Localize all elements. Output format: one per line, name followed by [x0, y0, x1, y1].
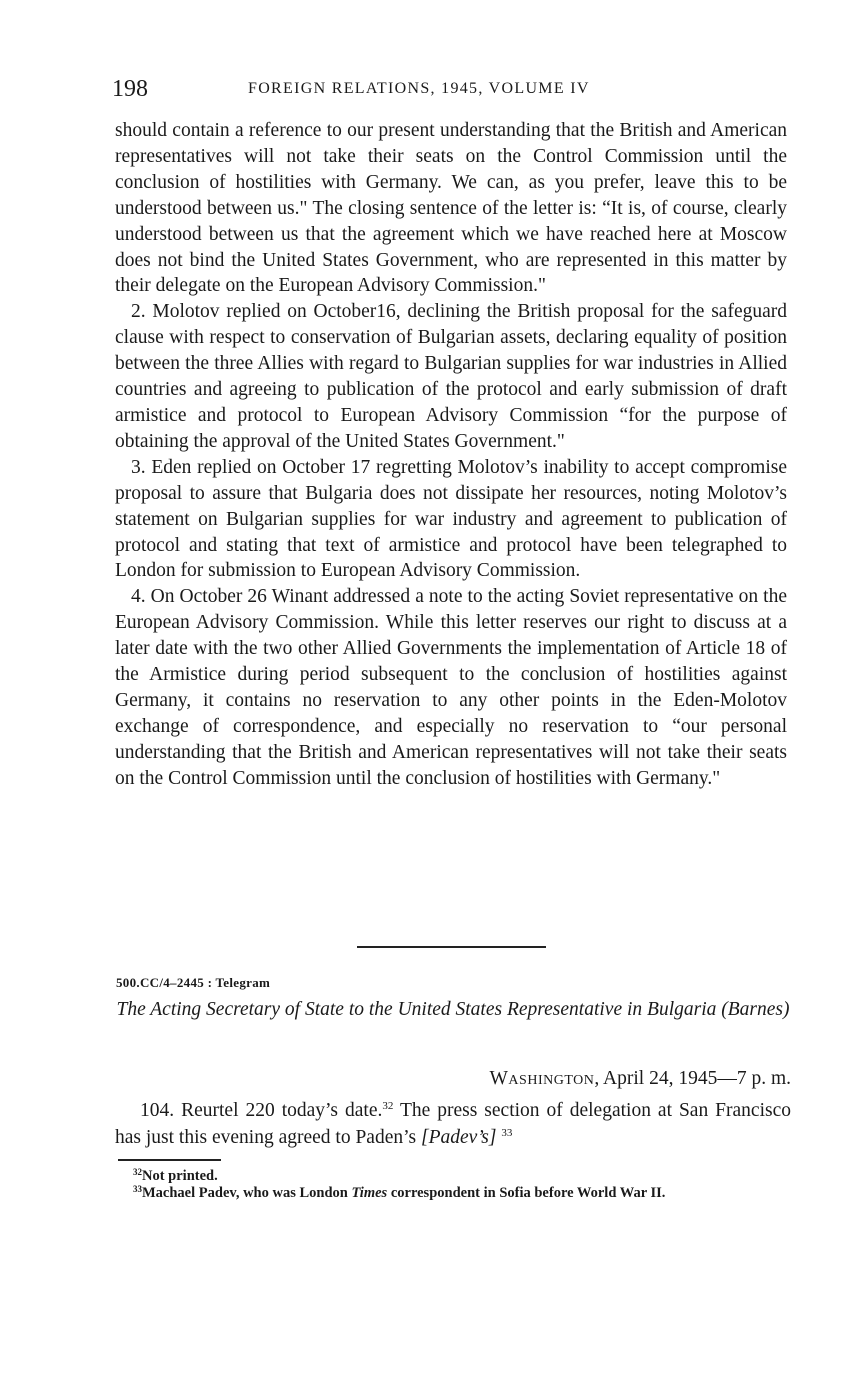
body-text [115, 118, 787, 792]
document-reference: 500.CC/4–2445 : Telegram [116, 975, 271, 990]
message-bracket: [Padev’s] [420, 1126, 497, 1148]
message-middle: The press section of delegation at San Francisco has just this evening agreed to Paden’s [115, 1100, 791, 1148]
footnote-mark: 32 [133, 1167, 142, 1177]
footnote-mark: 33 [133, 1184, 142, 1194]
paragraph-3: 3. Eden replied on October 17 regretting Molotov’s inability to accept compromise proposal to assure that Bulgaria does not dissipate her resources, noting Molotov’s statement on Bulgarian supplies for war industry and agreement to publication of protocol and stating that text of armistice and protocol have been telegraphed to London for submission to European Advisory Commission. [115, 456, 787, 582]
footnote-32 [117, 1168, 793, 1185]
dateline-date: , April 24, 1945—7 p. m. [594, 1068, 791, 1089]
footnote-rule [118, 1159, 221, 1161]
footnote-text: Not printed. [142, 1168, 218, 1184]
footnote-ref-33: 33 [501, 1126, 513, 1139]
footnotes [117, 1168, 793, 1202]
telegram-message [115, 1098, 791, 1151]
document-title: The Acting Secretary of State to the United States Representative in Bulgaria (Barnes) [116, 999, 790, 1020]
footnote-text: correspondent in Sofia before World War II. [387, 1185, 666, 1201]
paragraph-4: 4. On October 26 Winant addressed a note to the acting Soviet representative on the European Advisory Commission. While this letter reserves our right to discuss at a later date with the two other Allied Governments the implementation of Article 18 of the Armistice during period subsequent to the conclusion of hostilities against Germany, it contains no reservation to any other points in the Eden-Molotov exchange of correspondence, and especially no reservation to “our personal understanding that the British and American representatives will not take their seats on the Control Commission until the conclusion of hostilities with Germany." [115, 586, 787, 789]
footnote-33 [117, 1185, 793, 1202]
section-divider [357, 946, 546, 948]
page-header [112, 76, 792, 102]
footnote-text-italic: Times [351, 1185, 388, 1201]
page-number: 198 [112, 76, 148, 102]
dateline-place: Washington [489, 1068, 595, 1089]
footnote-ref-32: 32 [382, 1100, 394, 1112]
running-head: FOREIGN RELATIONS, 1945, VOLUME IV [248, 80, 590, 97]
message-start: 104. Reurtel 220 today’s date. [140, 1100, 383, 1121]
paragraph-2: 2. Molotov replied on October16, declining the British proposal for the safeguard clause with respect to conservation of Bulgarian assets, declaring equality of position between the three Allies with regard to Bulgarian supplies for war industries in Allied countries and agreeing to publication of the protocol and early submission of draft armistice and protocol to European Advisory Commission “for the purpose of obtaining the approval of the United States Government." [115, 301, 787, 452]
paragraph-continued: should contain a reference to our present understanding that the British and American representatives will not take their seats on the Control Commission until the conclusion of hostilities with Germany. We can, as you prefer, leave this to be understood between us." The closing sentence of the letter is: “It is, of course, clearly understood between us that the agreement which we have reached here at Moscow does not bind the United States Government, who are represented in this matter by their delegate on the European Advisory Commission." [115, 120, 787, 297]
dateline [115, 1068, 791, 1090]
footnote-text: Machael Padev, who was London [142, 1185, 352, 1201]
